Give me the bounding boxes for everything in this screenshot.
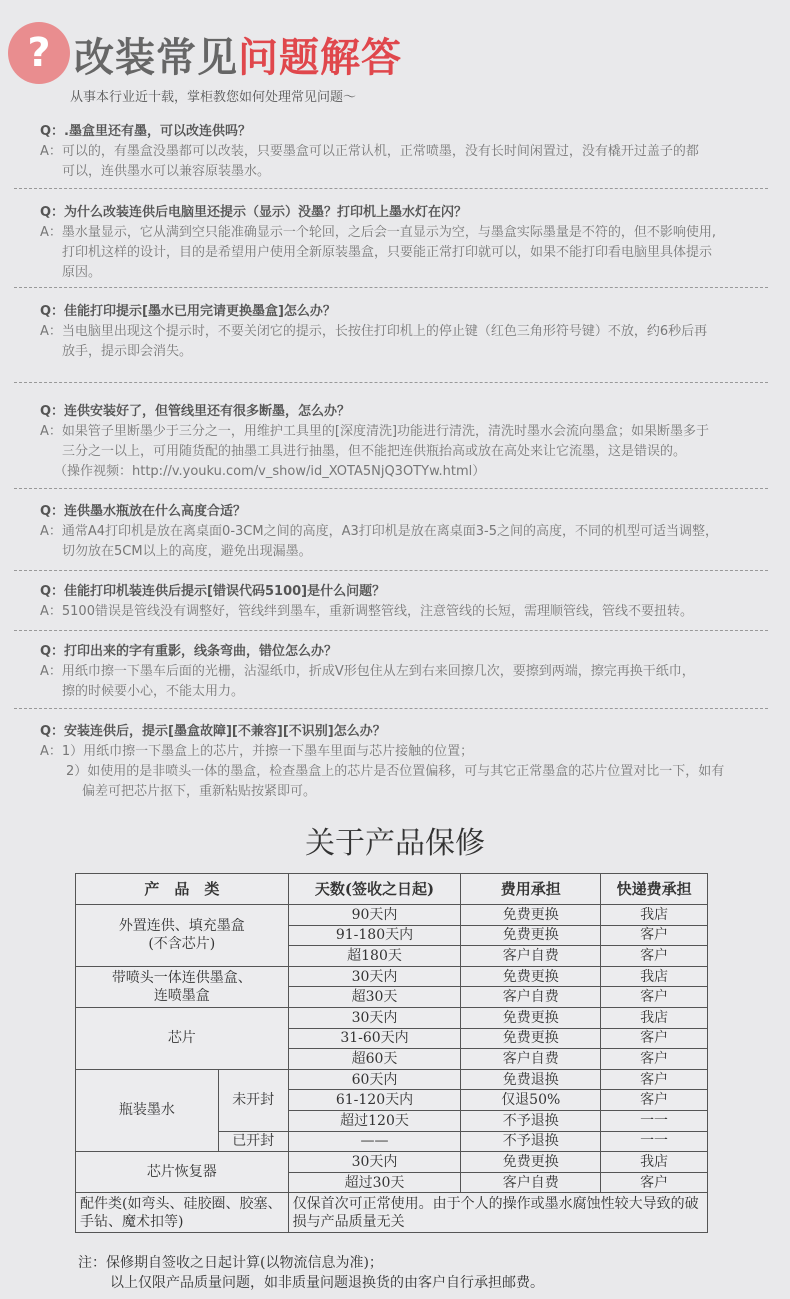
dashed-divider bbox=[14, 188, 768, 189]
days-cell: 61-120天内 bbox=[288, 1090, 461, 1111]
faq-answer-line: 可以，连供墨水可以兼容原装墨水。 bbox=[62, 164, 271, 179]
col-header-product: 产 品 类 bbox=[76, 874, 289, 905]
shipping-cell: 我店 bbox=[601, 1007, 708, 1028]
faq-answer-line: 原因。 bbox=[62, 265, 102, 280]
days-cell: 超60天 bbox=[288, 1049, 461, 1070]
product-subcategory: 已开封 bbox=[218, 1131, 288, 1152]
note-line: 注：保修期自签收之日起计算(以物流信息为准)； bbox=[78, 1255, 383, 1271]
dashed-divider bbox=[14, 708, 768, 709]
faq-answer-line: A：用纸巾擦一下墨车后面的光栅，沾湿纸巾，折成V形包住从左到右来回擦几次，要擦到两端，擦完再换干纸巾， bbox=[40, 664, 695, 679]
faq-answer-line: 擦的时候要小心，不能太用力。 bbox=[62, 684, 245, 699]
days-cell: 超180天 bbox=[288, 946, 461, 967]
cost-cell: 免费退换 bbox=[461, 1069, 601, 1090]
days-cell: 超过120天 bbox=[288, 1110, 461, 1131]
days-cell: 30天内 bbox=[288, 1152, 461, 1173]
faq-answer-line: 2）如使用的是非喷头一体的墨盒，检查墨盒上的芯片是否位置偏移，可与其它正常墨盒的芯片位置对比一下，如有 bbox=[66, 764, 725, 779]
cost-cell: 免费更换 bbox=[461, 905, 601, 926]
shipping-cell: 客户 bbox=[601, 1090, 708, 1111]
shipping-cell: 客户 bbox=[601, 987, 708, 1008]
faq-item bbox=[14, 402, 768, 482]
faq-answer-line: A：墨水量显示，它从满到空只能准确显示一个轮回，之后会一直显示为空，与墨盒实际墨量是不符的，但不影响使用, bbox=[40, 225, 717, 240]
shipping-cell: 我店 bbox=[601, 905, 708, 926]
shipping-cell: 客户 bbox=[601, 1049, 708, 1070]
days-cell: —— bbox=[288, 1131, 461, 1152]
shipping-cell: 客户 bbox=[601, 1069, 708, 1090]
table-header-row bbox=[76, 874, 708, 905]
warranty-notes bbox=[78, 1253, 544, 1293]
product-category: 瓶装墨水 bbox=[76, 1069, 219, 1151]
table-row bbox=[76, 1007, 708, 1028]
warranty-table bbox=[75, 873, 708, 1233]
dashed-divider bbox=[14, 382, 768, 383]
cost-cell: 客户自费 bbox=[461, 946, 601, 967]
cost-cell: 免费更换 bbox=[461, 966, 601, 987]
shipping-cell: 我店 bbox=[601, 1152, 708, 1173]
faq-item bbox=[14, 502, 768, 562]
dashed-divider bbox=[14, 570, 768, 571]
faq-answer-line: A：当电脑里出现这个提示时，不要关闭它的提示，长按住打印机上的停止键（红色三角形符号键）不放，约6秒后再 bbox=[40, 324, 708, 339]
faq-item bbox=[14, 722, 768, 802]
cost-cell: 客户自费 bbox=[461, 1049, 601, 1070]
page-subtitle: 从事本行业近十载，掌柜教您如何处理常见问题～ bbox=[70, 90, 357, 105]
days-cell: 31-60天内 bbox=[288, 1028, 461, 1049]
faq-item bbox=[14, 582, 768, 622]
faq-answer-line: A：1）用纸巾擦一下墨盒上的芯片，并擦一下墨车里面与芯片接触的位置； bbox=[40, 744, 474, 759]
dashed-divider bbox=[14, 287, 768, 288]
cost-cell: 仅退50% bbox=[461, 1090, 601, 1111]
table-row bbox=[76, 1069, 708, 1090]
faq-item bbox=[14, 203, 768, 283]
faq-answer-line: 放手，提示即会消失。 bbox=[62, 344, 193, 359]
faq-answer-line: （操作视频：http://v.youku.com/v_show/id_XOTA5NjQ3OTYw.html） bbox=[54, 464, 486, 479]
shipping-cell: 我店 bbox=[601, 966, 708, 987]
table-row bbox=[76, 905, 708, 926]
cost-cell: 客户自费 bbox=[461, 987, 601, 1008]
shipping-cell: 客户 bbox=[601, 1028, 708, 1049]
warranty-section-title: 关于产品保修 bbox=[305, 826, 485, 861]
days-cell: 超过30天 bbox=[288, 1172, 461, 1193]
dashed-divider bbox=[14, 630, 768, 631]
faq-answer bbox=[14, 142, 768, 182]
cost-cell: 客户自费 bbox=[461, 1172, 601, 1193]
page-header bbox=[0, 0, 790, 110]
cost-cell: 不予退换 bbox=[461, 1131, 601, 1152]
days-cell: 30天内 bbox=[288, 1007, 461, 1028]
cost-cell: 免费更换 bbox=[461, 1007, 601, 1028]
faq-answer-line: 三分之一以上，可用随货配的抽墨工具进行抽墨，但不能把连供瓶抬高或放在高处来让它流墨，这是错误的。 bbox=[62, 444, 687, 459]
cost-cell: 免费更换 bbox=[461, 1152, 601, 1173]
faq-question: Q：安装连供后，提示[墨盒故障][不兼容][不识别]怎么办？ bbox=[40, 724, 386, 739]
days-cell: 90天内 bbox=[288, 905, 461, 926]
faq-question: Q：连供墨水瓶放在什么高度合适？ bbox=[40, 504, 247, 519]
faq-question: Q：佳能打印机装连供后提示[错误代码5100]是什么问题？ bbox=[40, 584, 386, 599]
note-line: 以上仅限产品质量问题，如非质量问题退换货的由客户自行承担邮费。 bbox=[110, 1275, 544, 1291]
days-cell: 30天内 bbox=[288, 966, 461, 987]
shipping-cell: 一一 bbox=[601, 1110, 708, 1131]
days-cell: 91-180天内 bbox=[288, 925, 461, 946]
shipping-cell: 一一 bbox=[601, 1131, 708, 1152]
faq-answer-line: A：通常A4打印机是放在离桌面0-3CM之间的高度，A3打印机是放在离桌面3-5之间的高度，不同的机型可适当调整， bbox=[40, 524, 718, 539]
faq-answer-line: 切勿放在5CM以上的高度，避免出现漏墨。 bbox=[62, 544, 312, 559]
faq-question: Q：佳能打印提示[墨水已用完请更换墨盒]怎么办？ bbox=[40, 304, 336, 319]
faq-answer-line: A：如果管子里断墨少于三分之一，用维护工具里的[深度清洗]功能进行清洗，清洗时墨水会流向墨盒；如果断墨多于 bbox=[40, 424, 710, 439]
faq-question: Q：打印出来的字有重影，线条弯曲，错位怎么办？ bbox=[40, 644, 338, 659]
page-title bbox=[74, 26, 402, 83]
product-category: 外置连供、填充墨盒 (不含芯片) bbox=[76, 905, 289, 967]
days-cell: 超30天 bbox=[288, 987, 461, 1008]
faq-answer-line: A：可以的，有墨盒没墨都可以改装，只要墨盒可以正常认机，正常喷墨，没有长时间闲置过，没有橇开过盖子的都 bbox=[40, 144, 699, 159]
col-header-shipping: 快递费承担 bbox=[601, 874, 708, 905]
dashed-divider bbox=[14, 488, 768, 489]
cost-cell: 不予退换 bbox=[461, 1110, 601, 1131]
shipping-cell: 客户 bbox=[601, 946, 708, 967]
shipping-cell: 客户 bbox=[601, 1172, 708, 1193]
product-category: 芯片 bbox=[76, 1007, 289, 1069]
faq-answer-line: 打印机这样的设计，目的是希望用户使用全新原装墨盒，只要能正常打印就可以，如果不能打印看电脑里具体提示 bbox=[62, 245, 713, 260]
question-mark-icon: ? bbox=[8, 22, 70, 84]
title-part-1: 改装常见 bbox=[74, 35, 238, 81]
col-header-cost: 费用承担 bbox=[461, 874, 601, 905]
faq-answer-line: 偏差可把芯片抠下，重新粘贴按紧即可。 bbox=[82, 784, 317, 799]
faq-item bbox=[14, 302, 768, 362]
shipping-cell: 客户 bbox=[601, 925, 708, 946]
title-part-2: 问题解答 bbox=[238, 35, 402, 81]
table-row bbox=[76, 966, 708, 987]
faq-question: Q：.墨盒里还有墨，可以改连供吗？ bbox=[40, 124, 251, 139]
cost-cell: 免费更换 bbox=[461, 925, 601, 946]
faq-question: Q：为什么改装连供后电脑里还提示（显示）没墨？打印机上墨水灯在闪？ bbox=[40, 205, 468, 220]
days-cell: 60天内 bbox=[288, 1069, 461, 1090]
product-category: 配件类(如弯头、硅胶圈、胶塞、手钻、魔术扣等) bbox=[76, 1193, 289, 1233]
faq-item bbox=[14, 122, 768, 182]
cost-cell: 免费更换 bbox=[461, 1028, 601, 1049]
faq-question: Q：连供安装好了，但管线里还有很多断墨，怎么办？ bbox=[40, 404, 351, 419]
product-category: 芯片恢复器 bbox=[76, 1152, 289, 1193]
product-subcategory: 未开封 bbox=[218, 1069, 288, 1131]
product-category: 带喷头一体连供墨盒、 连喷墨盒 bbox=[76, 966, 289, 1007]
col-header-days: 天数(签收之日起) bbox=[288, 874, 461, 905]
accessories-terms: 仅保首次可正常使用。由于个人的操作或墨水腐蚀性较大导致的破损与产品质量无关 bbox=[288, 1193, 707, 1233]
table-row bbox=[76, 1193, 708, 1233]
faq-item bbox=[14, 642, 768, 702]
faq-answer-line: A：5100错误是管线没有调整好，管线绊到墨车，重新调整管线，注意管线的长短，需理顺管线，管线不要扭转。 bbox=[40, 604, 693, 619]
table-row bbox=[76, 1152, 708, 1173]
